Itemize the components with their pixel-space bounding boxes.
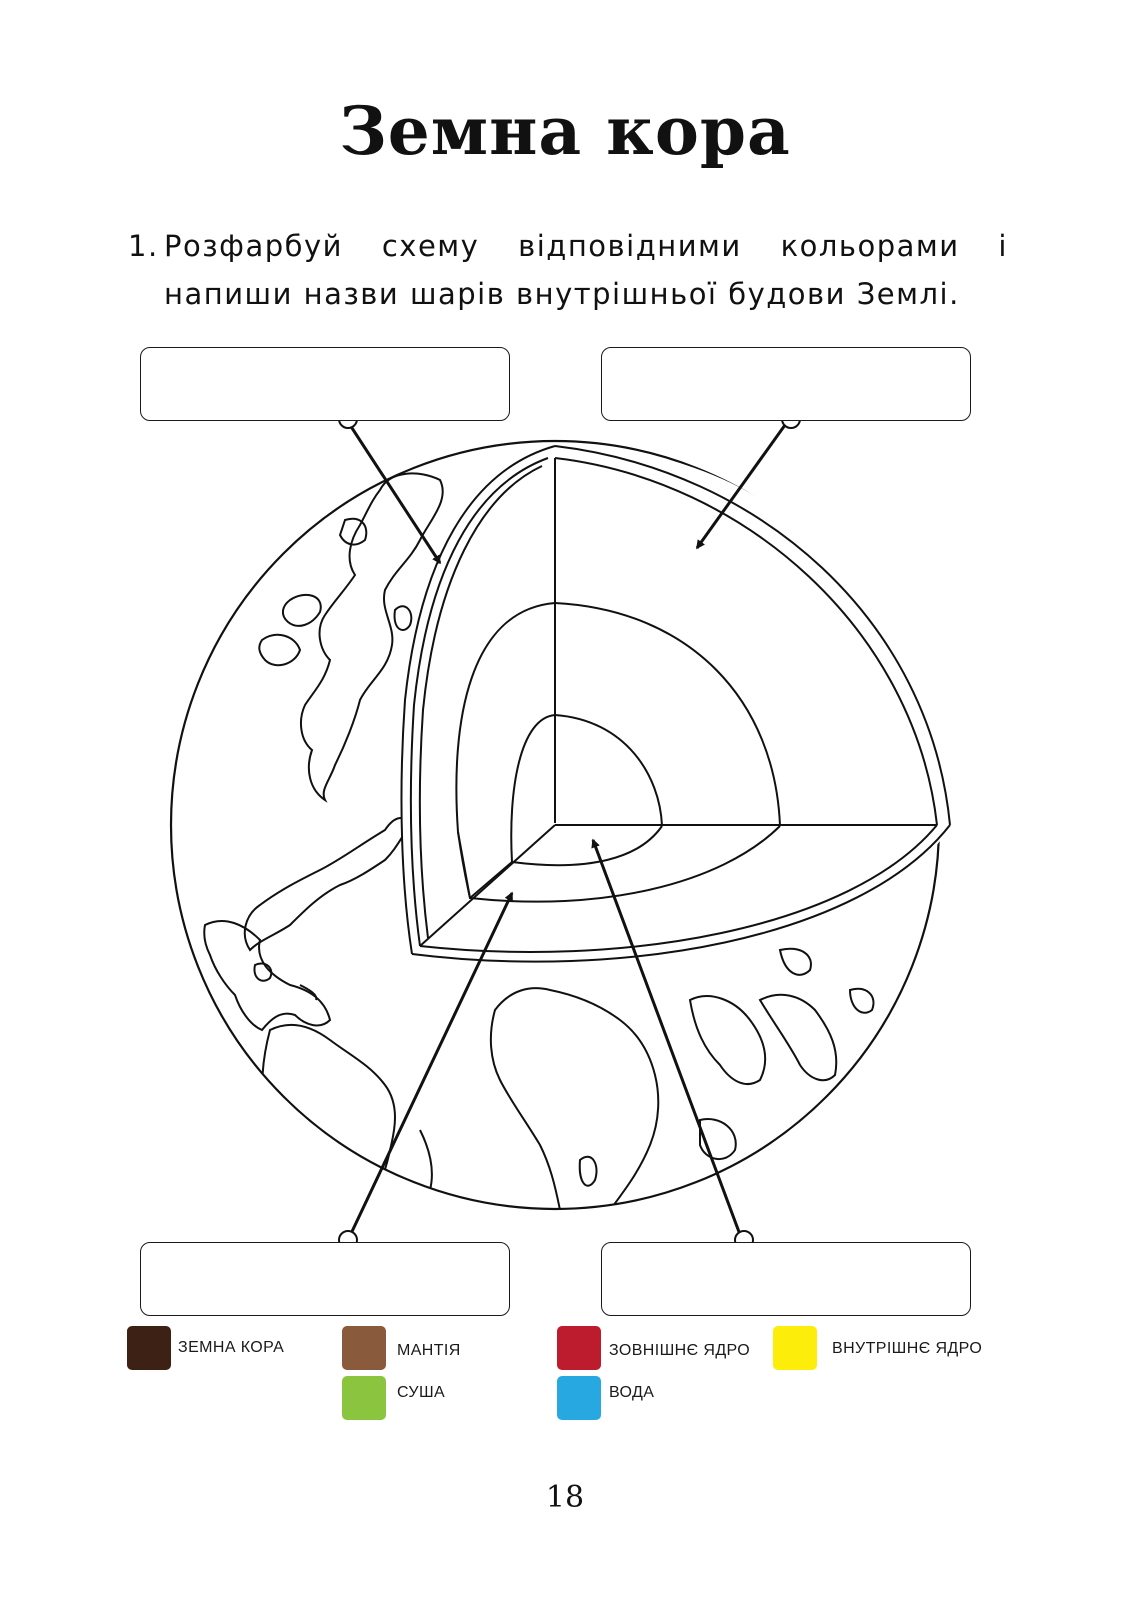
legend-label-mantle: МАНТІЯ (397, 1342, 461, 1359)
answer-box-crust[interactable] (140, 347, 510, 421)
page-number: 18 (545, 1480, 585, 1515)
legend-label-outer-core: ЗОВНІШНЄ ЯДРО (609, 1342, 751, 1359)
legend-label-land: СУША (397, 1384, 446, 1401)
legend-swatch-outer-core (557, 1326, 601, 1370)
page-title: Земна кора (339, 92, 791, 170)
task-text: Розфарбуй схему відповідними кольорами і напиши назви шарів внутрішньої будови Землі. (164, 229, 1008, 311)
legend-label-crust: ЗЕМНА КОРА (178, 1339, 285, 1356)
answer-box-inner-core[interactable] (601, 1242, 971, 1316)
legend-swatch-water (557, 1376, 601, 1420)
legend-swatch-mantle (342, 1326, 386, 1370)
legend-label-water: ВОДА (609, 1384, 655, 1401)
legend-swatch-land (342, 1376, 386, 1420)
answer-box-outer-core[interactable] (140, 1242, 510, 1316)
cutaway-face (555, 446, 950, 825)
task-number: 1. (128, 229, 159, 263)
answer-box-mantle[interactable] (601, 347, 971, 421)
legend-swatch-crust (127, 1326, 171, 1370)
legend-swatch-inner-core (773, 1326, 817, 1370)
legend-label-inner-core: ВНУТРІШНЄ ЯДРО (832, 1340, 983, 1357)
